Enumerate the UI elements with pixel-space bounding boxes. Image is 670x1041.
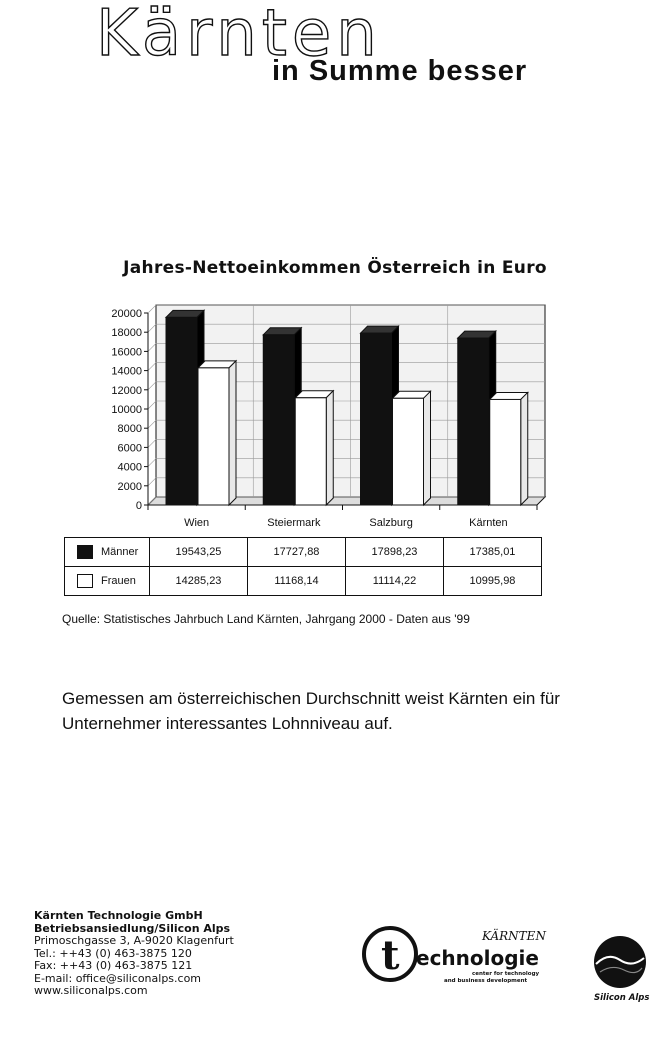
table-row	[65, 538, 542, 567]
legend-cell	[65, 538, 150, 567]
bar	[393, 398, 424, 505]
fax-number: Fax: ++43 (0) 463-3875 121	[34, 959, 193, 972]
y-tick-label: 0	[135, 500, 142, 512]
logo-word-text: echnologie	[416, 946, 539, 970]
y-tick-label: 20000	[111, 308, 142, 320]
x-tick-label: Steiermark	[267, 517, 321, 529]
source-note: Quelle: Statistisches Jahrbuch Land Kärnten, Jahrgang 2000 - Daten aus '99	[62, 612, 470, 626]
chart-title: Jahres-Nettoeinkommen Österreich in Euro	[123, 258, 547, 278]
logo-tagline-1: center for technology	[472, 971, 540, 977]
table-cell: 11114,22	[346, 567, 444, 596]
bar	[166, 317, 197, 505]
brand-title: Kärnten	[96, 0, 382, 71]
table-row	[65, 567, 542, 596]
bar	[198, 368, 229, 505]
legend-swatch-maenner	[77, 545, 93, 559]
x-tick-label: Kärnten	[469, 517, 508, 529]
x-tick-label: Wien	[184, 517, 210, 529]
data-table	[64, 537, 542, 596]
y-tick-label: 12000	[111, 384, 142, 397]
brand-slogan: in Summe besser	[272, 55, 528, 87]
logo-region-text: KÄRNTEN	[482, 929, 546, 943]
table-cell: 11168,14	[248, 567, 346, 596]
footer-address	[34, 910, 234, 998]
table-cell: 17898,23	[346, 538, 444, 567]
website-link[interactable]: www.siliconalps.com	[34, 984, 148, 997]
bar	[263, 335, 294, 505]
table-cell: 19543,25	[150, 538, 248, 567]
row-label: Frauen	[101, 574, 136, 587]
department-name: Betriebsansiedlung/Silicon Alps	[34, 921, 231, 935]
y-tick-label: 16000	[111, 346, 142, 359]
y-tick-label: 6000	[117, 442, 142, 455]
technologie-logo	[360, 920, 560, 988]
email-address[interactable]: E-mail: office@siliconalps.com	[34, 971, 202, 985]
phone-number: Tel.: ++43 (0) 463-3875 120	[34, 946, 192, 960]
bar	[458, 338, 489, 505]
legend-swatch-frauen	[77, 574, 93, 588]
y-tick-label: 2000	[117, 480, 142, 493]
x-tick-label: Salzburg	[369, 517, 413, 529]
silicon-alps-label: Silicon Alps	[594, 993, 650, 1003]
row-label: Männer	[101, 545, 139, 558]
street-address: Primoschgasse 3, A-9020 Klagenfurt	[34, 934, 234, 947]
table-cell: 17385,01	[444, 538, 542, 567]
logo-letter-t: t	[381, 932, 400, 979]
company-name: Kärnten Technologie GmbH	[34, 909, 203, 922]
bar-side	[229, 361, 236, 505]
bar	[361, 333, 392, 505]
bar-chart	[0, 295, 670, 530]
silicon-alps-logo	[592, 934, 652, 1004]
table-cell: 14285,23	[150, 567, 248, 596]
bar	[490, 399, 521, 505]
statement-text: Gemessen am österreichischen Durchschnitt weist Kärnten ein für Unternehmer interessantes Lohnniveau auf.	[62, 689, 560, 733]
y-tick-label: 8000	[117, 423, 142, 436]
table-cell: 17727,88	[248, 538, 346, 567]
bar	[295, 398, 326, 505]
legend-cell	[65, 567, 150, 596]
table-cell: 10995,98	[444, 567, 542, 596]
bar-side	[326, 391, 333, 505]
y-tick-label: 18000	[111, 327, 142, 340]
bar-side	[521, 392, 528, 505]
logo-tagline-2: and business development	[444, 978, 528, 984]
bar-side	[424, 391, 431, 505]
y-tick-label: 14000	[111, 365, 142, 378]
y-tick-label: 10000	[111, 404, 142, 416]
y-tick-label: 4000	[117, 461, 142, 474]
